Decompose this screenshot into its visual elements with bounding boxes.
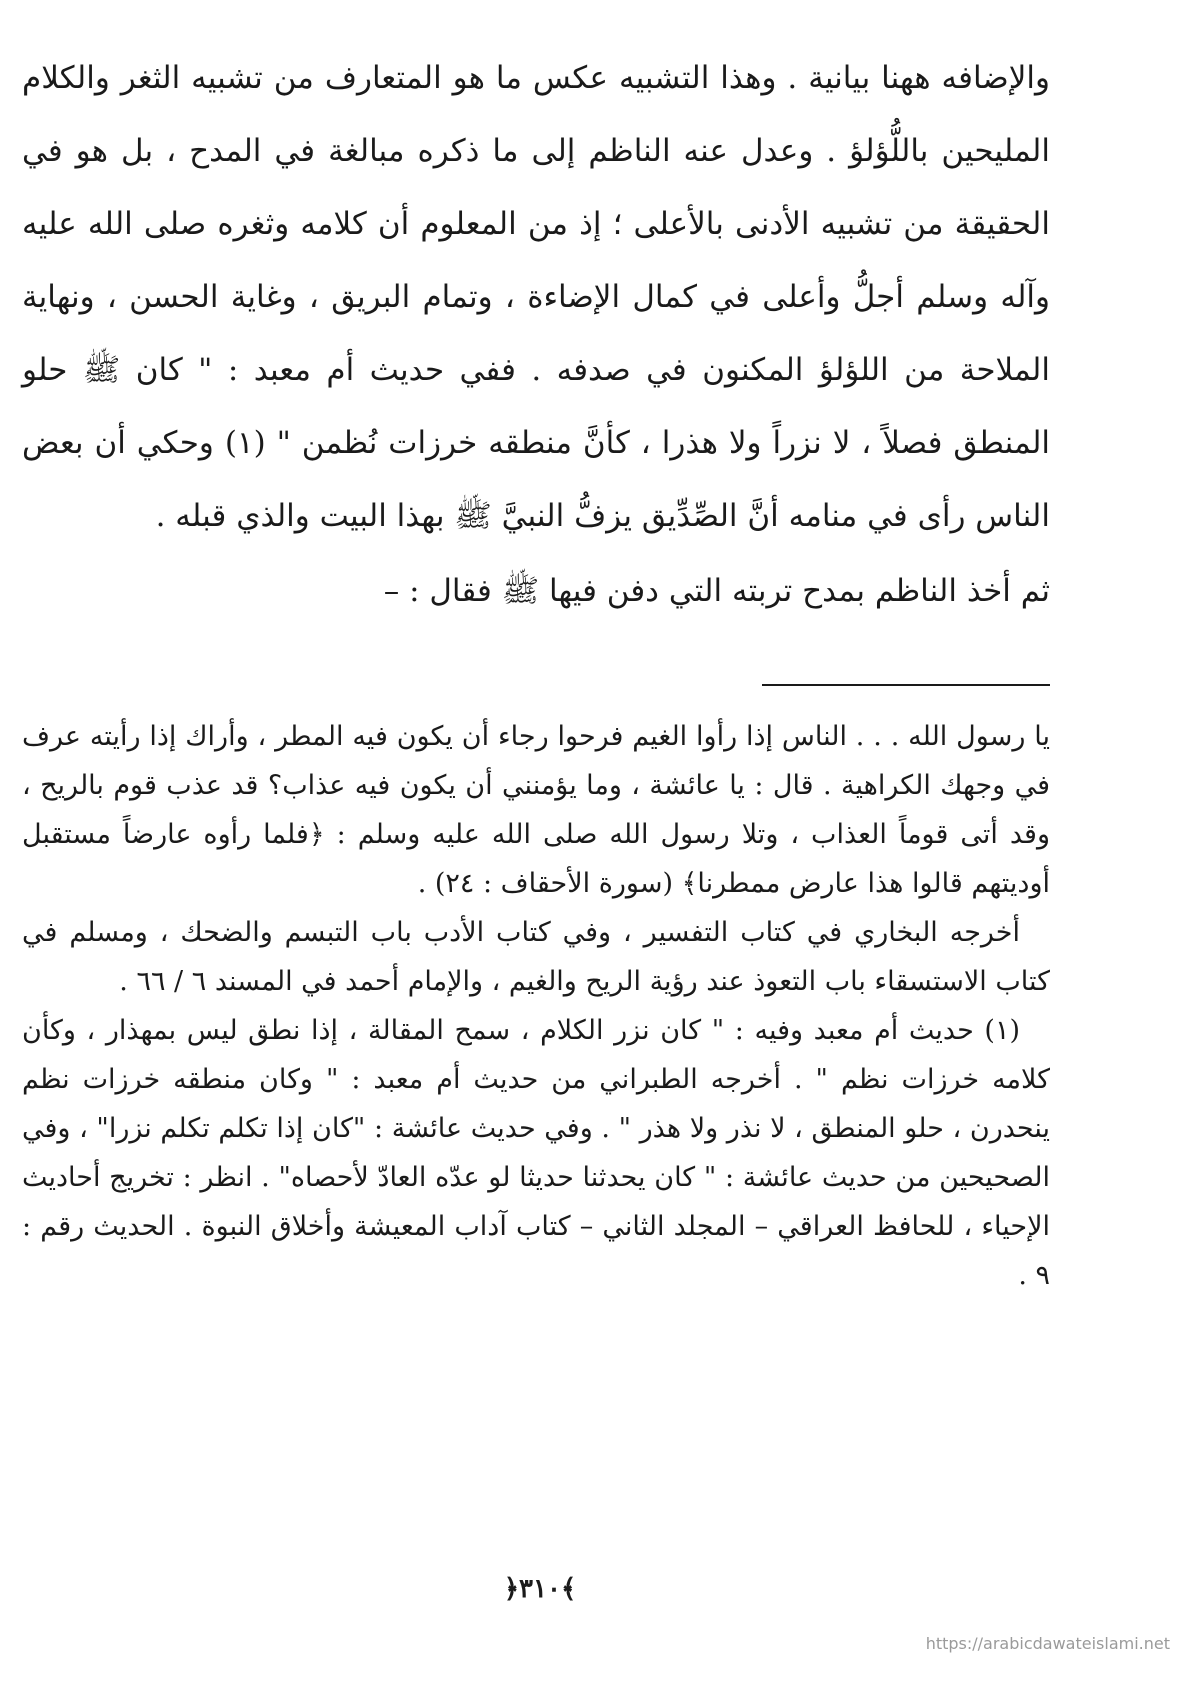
footnote-1: (١) حديث أم معبد وفيه : " كان نزر الكلام ، سمح المقالة ، إذا نطق ليس بمهذار ، وكأن كلامه خرزات نظم " . أخرجه الطبراني من حديث أم معبد : " وكان منطقه خرزات نظم ينحدرن ، حلو المنطق ، لا نذر ولا هذر " . وفي حديث عائشة : "كان إذا تكلم تكلم نزرا" ، وفي الصحيحين من حديث عائشة : " كان يحدثنا حديثا لو عدّه العادّ لأحصاه" . انظر : تخريج أحاديث الإحياء ، للحافظ العراقي – المجلد الثاني – كتاب آداب المعيشة وأخلاق النبوة . الحديث رقم : ٩ . (22, 1015, 1050, 1291)
footnotes-section (22, 712, 1050, 1300)
transition-line: ثم أخذ الناظم بمدح تربته التي دفن فيها ﷺ فقال : – (383, 573, 1050, 609)
footnote-takhrij: أخرجه البخاري في كتاب التفسير ، وفي كتاب الأدب باب التبسم والضحك ، ومسلم في كتاب الاستسقاء باب التعوذ عند رؤية الريح والغيم ، والإمام أحمد في المسند ٦ / ٦٦ . (22, 917, 1050, 997)
footnote-continuation: يا رسول الله . . . الناس إذا رأوا الغيم فرحوا رجاء أن يكون فيه المطر ، وأراك إذا رأيته عرف في وجهك الكراهية . قال : يا عائشة ، وما يؤمنني أن يكون فيه عذاب؟ قد عذب قوم بالريح ، وقد أتى قوماً العذاب ، وتلا رسول الله صلى الله عليه وسلم : ﴿فلما رأوه عارضاً مستقبل أوديتهم قالوا هذا عارض ممطرنا﴾ (سورة الأحقاف : ٢٤) . (22, 721, 1050, 899)
footnote-separator (762, 684, 1050, 686)
main-body-text (22, 42, 1050, 553)
body-paragraph: والإضافه ههنا بيانية . وهذا التشبيه عكس ما هو المتعارف من تشبيه الثغر والكلام المليحين باللُّؤلؤ . وعدل عنه الناظم إلى ما ذكره مبالغة في المدح ، بل هو في الحقيقة من تشبيه الأدنى بالأعلى ؛ إذ من المعلوم أن كلامه وثغره صلى الله عليه وآله وسلم أجلُّ وأعلى في كمال الإضاءة ، وتمام البريق ، وغاية الحسن ، ونهاية الملاحة من اللؤلؤ المكنون في صدفه . ففي حديث أم معبد : " كان ﷺ حلو المنطق فصلاً ، لا نزراً ولا هذرا ، كأنَّ منطقه خرزات نُظمن " (١) وحكي أن بعض الناس رأى في منامه أنَّ الصِّدِّيق يزفُّ النبيَّ ﷺ بهذا البيت والذي قبله . (22, 60, 1050, 534)
watermark-url: https://arabicdawateislami.net (925, 1634, 1170, 1653)
page-number: ﴿٣١٠﴾ (503, 1574, 577, 1604)
